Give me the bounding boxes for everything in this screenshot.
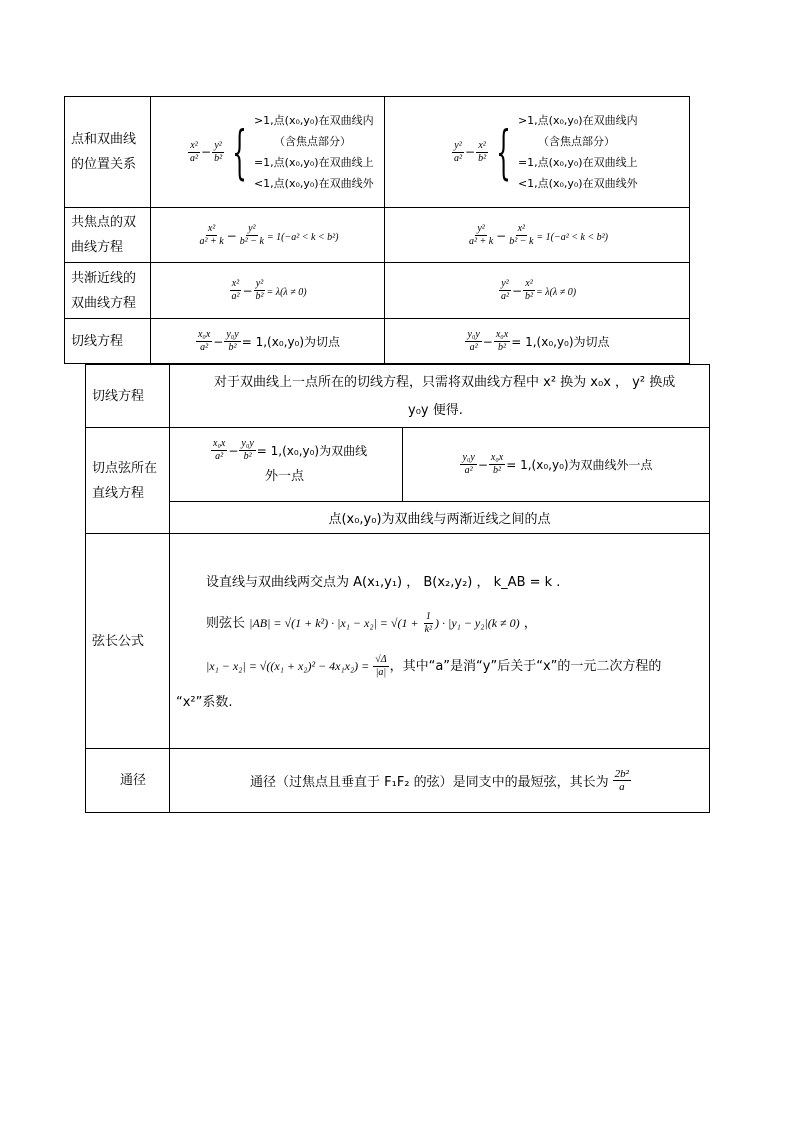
discriminant-formula: |x₁ − x₂| = √((x₁ + x₂)² − 4x₁x₂) = $\frac{√\Delta}{|a|}$ ，其中“a”是消“y”后关于“x”的一元二次方程的 (206, 654, 662, 678)
table-row (65, 319, 690, 364)
table-row (65, 97, 690, 208)
table-row (86, 502, 710, 534)
chord-contact-note: 点(x₀,y₀)为双曲线与两渐近线之间的点 (170, 502, 710, 534)
row-label-tangent: 切线方程 (86, 365, 170, 428)
row-label-asymptote: 共渐近线的 双曲线方程 (65, 263, 151, 319)
table-row (86, 749, 710, 813)
asymptote-right-formula: $\frac{\text{y²}}{\text{a²}}$ − $\frac{\text{x²}}{\text{b²}}$ = λ(λ ≠ 0) (385, 263, 690, 319)
hyperbola-lines-table (85, 364, 710, 813)
row-label-latus-rectum: 通径 (86, 749, 170, 813)
confocal-right-formula: $\frac{\text{y²}}{\text{a² + k}}$ − $\frac{\text{x²}}{\text{b² − k}}$ = 1(−a² < k < b²) (385, 208, 690, 263)
table-row (86, 365, 710, 428)
table-row (86, 534, 710, 749)
chord-contact-right-formula: $\frac{\text{y₀y}}{\text{a²}}$ − $\frac{\text{x₀x}}{\text{b²}}$ = 1,(x₀,y₀)为双曲线外一点 (403, 428, 710, 502)
row-label-tangent: 切线方程 (65, 319, 151, 364)
confocal-left-formula: $\frac{\text{x²}}{\text{a² + k}}$ − $\frac{\text{y²}}{\text{b² − k}}$ = 1(−a² < k < b²) (151, 208, 385, 263)
position-left-formula: $\frac{\text{x²}}{\text{a²}}$ − $\frac{\text{y²}}{\text{b²}}$ { >1,点(x₀,y₀)在双曲线内 （含焦点部分） =1,点(x₀,y₀)在双曲线上 <1,点(x₀,y₀)在双曲线外 (151, 97, 385, 208)
chord-length-content: 设直线与双曲线两交点为 A(x₁,y₁) ， B(x₂,y₂) ， k_AB = k . 则弦长 |AB| = √(1 + k²) · |x₁ − x₂| = √(1 + $\frac{1}{\text{k²}}$ ) · |y₁ − y₂|(k ≠ 0) ， |x₁ − x₂| = √((x₁ + x₂)² − 4x₁x₂) = $\frac{√\Delta}{|a|}$ ，其中“a”是消“y”后关于“x”的一元二次方程的 “x²”系数. (170, 534, 710, 749)
asymptote-left-formula: $\frac{\text{x²}}{\text{a²}}$ − $\frac{\text{y²}}{\text{b²}}$ = λ(λ ≠ 0) (151, 263, 385, 319)
table-row (65, 208, 690, 263)
case-list: >1,点(x₀,y₀)在双曲线内 （含焦点部分） =1,点(x₀,y₀)在双曲线上 <1,点(x₀,y₀)在双曲线外 (517, 114, 638, 190)
row-label-position: 点和双曲线 的位置关系 (65, 97, 151, 208)
row-label-confocal: 共焦点的双 曲线方程 (65, 208, 151, 263)
hyperbola-properties-table (64, 96, 690, 364)
chord-contact-left-formula: $\frac{\text{x₀x}}{\text{a²}}$ − $\frac{\text{y₀y}}{\text{b²}}$ = 1,(x₀,y₀)为双曲线 外一点 (170, 428, 403, 502)
row-label-chord-length: 弦长公式 (86, 534, 170, 749)
tangent-description: 对于双曲线上一点所在的切线方程，只需将双曲线方程中 x² 换为 x₀x ， y² 换成 y₀y 便得. (170, 365, 710, 428)
row-label-chord-of-contact: 切点弦所在 直线方程 (86, 428, 170, 534)
tangent-right-formula: $\frac{\text{y₀y}}{\text{a²}}$ − $\frac{\text{x₀x}}{\text{b²}}$ = 1,(x₀,y₀)为切点 (385, 319, 690, 364)
case-list: >1,点(x₀,y₀)在双曲线内 （含焦点部分） =1,点(x₀,y₀)在双曲线上 <1,点(x₀,y₀)在双曲线外 (253, 114, 374, 190)
table-row (65, 263, 690, 319)
tangent-left-formula: $\frac{\text{x₀x}}{\text{a²}}$ − $\frac{\text{y₀y}}{\text{b²}}$ = 1,(x₀,y₀)为切点 (151, 319, 385, 364)
position-right-formula: $\frac{\text{y²}}{\text{a²}}$ − $\frac{\text{x²}}{\text{b²}}$ { >1,点(x₀,y₀)在双曲线内 （含焦点部分） =1,点(x₀,y₀)在双曲线上 <1,点(x₀,y₀)在双曲线外 (385, 97, 690, 208)
table-row (86, 428, 710, 502)
chord-length-formula: 则弦长 |AB| = √(1 + k²) · |x₁ − x₂| = √(1 + $\frac{1}{\text{k²}}$ ) · |y₁ − y₂|(k ≠ 0) ， (206, 611, 537, 635)
latus-rectum-content: 通径（过焦点且垂直于 F₁F₂ 的弦）是同支中的最短弦，其长为 $\frac{\text{2b²}}{a}$ (170, 749, 710, 813)
